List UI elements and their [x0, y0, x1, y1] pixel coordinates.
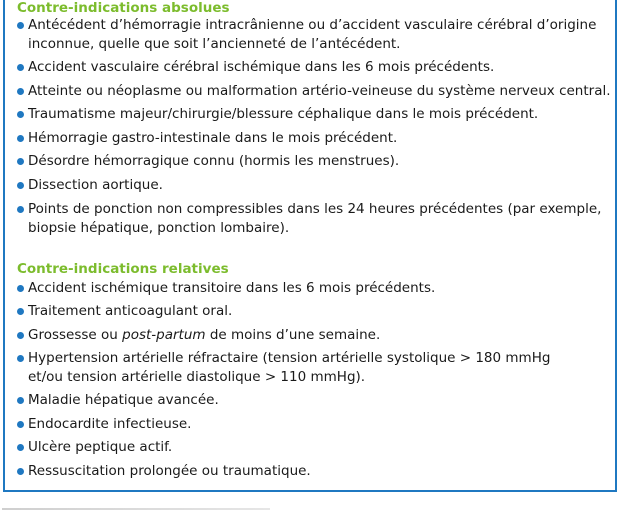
bullet-icon: [17, 285, 24, 292]
list-item: Désordre hémorragique connu (hormis les menstrues).: [17, 152, 612, 171]
bullet-icon: [17, 444, 24, 451]
list-item: Traumatisme majeur/chirurgie/blessure céphalique dans le mois précédent.: [17, 105, 612, 124]
relative-contraindications-heading: Contre-indications relatives: [17, 261, 229, 277]
footer-divider: [2, 508, 270, 510]
list-item: Accident vasculaire cérébral ischémique dans les 6 mois précédents.: [17, 58, 612, 77]
absolute-contraindications-heading: Contre-indications absolues: [17, 0, 230, 16]
list-item: Hypertension artérielle réfractaire (tension artérielle systolique > 180 mmHg et/ou tension artérielle diastolique > 110 mmHg).: [17, 349, 612, 387]
contraindications-box: [3, 0, 617, 492]
bullet-icon: [17, 355, 24, 362]
bullet-icon: [17, 468, 24, 475]
bullet-icon: [17, 22, 24, 29]
bullet-icon: [17, 111, 24, 118]
bullet-icon: [17, 64, 24, 71]
list-item: Grossesse ou post-partum de moins d’une semaine.: [17, 326, 612, 345]
list-item: Atteinte ou néoplasme ou malformation artério-veineuse du système nerveux central.: [17, 82, 612, 101]
list-item: Points de ponction non compressibles dans les 24 heures précédentes (par exemple, biopsie hépatique, ponction lombaire).: [17, 200, 612, 238]
bullet-icon: [17, 182, 24, 189]
list-item: Antécédent d’hémorragie intracrânienne ou d’accident vasculaire cérébral d’origine inconnue, quelle que soit l’ancienneté de l’antécédent.: [17, 16, 612, 54]
list-item: Endocardite infectieuse.: [17, 415, 612, 434]
list-item: Traitement anticoagulant oral.: [17, 302, 612, 321]
bullet-icon: [17, 88, 24, 95]
bullet-icon: [17, 158, 24, 165]
list-item: Hémorragie gastro-intestinale dans le mois précédent.: [17, 129, 612, 148]
bullet-icon: [17, 332, 24, 339]
bullet-icon: [17, 421, 24, 428]
bullet-icon: [17, 135, 24, 142]
list-item: Ressuscitation prolongée ou traumatique.: [17, 462, 612, 481]
list-item: Accident ischémique transitoire dans les 6 mois précédents.: [17, 279, 612, 298]
bullet-icon: [17, 397, 24, 404]
list-item: Maladie hépatique avancée.: [17, 391, 612, 410]
bullet-icon: [17, 206, 24, 213]
bullet-icon: [17, 308, 24, 315]
list-item: Ulcère peptique actif.: [17, 438, 612, 457]
list-item: Dissection aortique.: [17, 176, 612, 195]
